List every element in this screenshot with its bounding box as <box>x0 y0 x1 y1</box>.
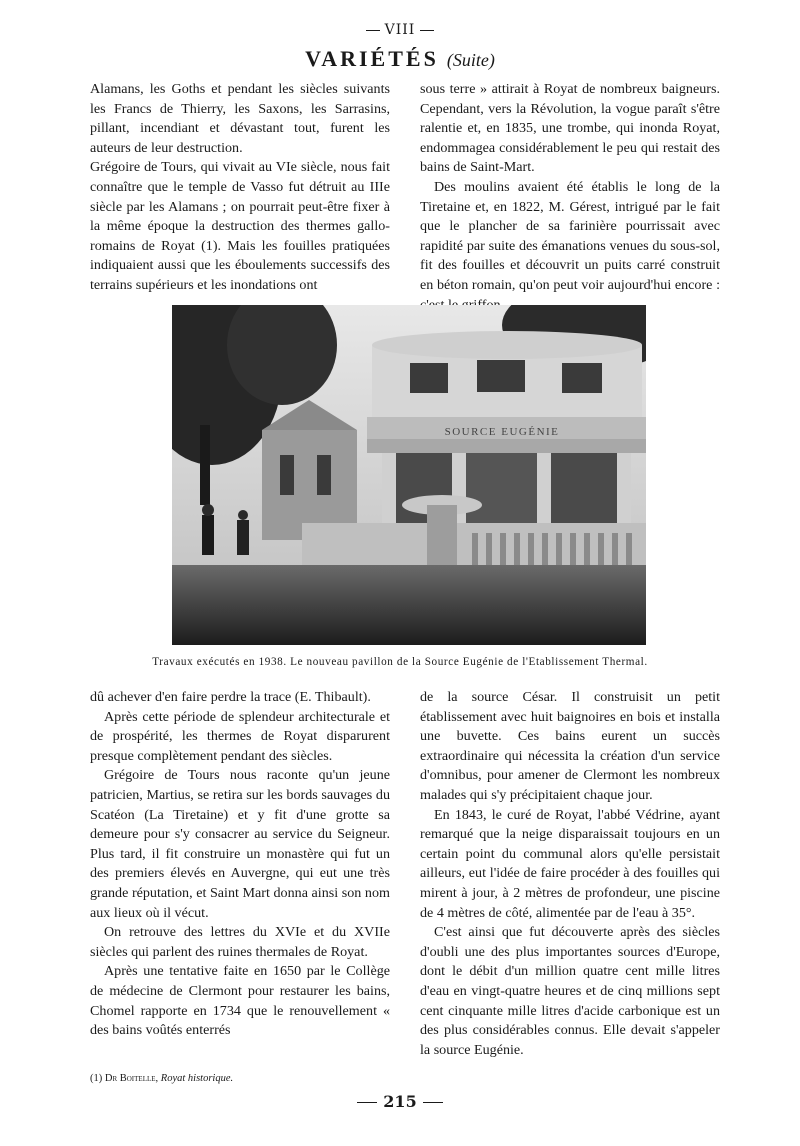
footnote <box>90 1073 410 1084</box>
paragraph: C'est ainsi que fut découverte après des siècles d'oubli une des plus importantes sources d'Europe, dont le débit d'un million quatre cent mille litres d'eau en vingt-quatre heures et de cinq millions sept cent cinquante mille litres d'acide carbonique est un des plus considérables connus. Elle devait s'appeler la source Eugénie. <box>420 924 720 1058</box>
paragraph: Des moulins avaient été établis le long de la Tiretaine et, en 1822, M. Gérest, intrigué par le fait que le plancher de sa farinière pourrissait avec rapidité par suite des émanations venues du sous-sol, fit des fouilles et découvrit un puits carré construit en béton romain, qu'on peut voir aujourd'hui encore : <box>420 178 720 293</box>
page-number-label: 215 <box>383 1092 417 1111</box>
column-bottom-right <box>420 688 720 1060</box>
photo-caption: Travaux exécutés en 1938. Le nouveau pavillon de la Source Eugénie de l'Etablissement Thermal. <box>152 656 648 668</box>
column-top-left <box>90 80 390 296</box>
page-number <box>0 1092 800 1111</box>
footnote-work: Royat historique. <box>160 1073 234 1084</box>
paragraph: En 1843, le curé de Royat, l'abbé Védrine, ayant remarqué que la neige disparaissait toujours en un certain point du communal alors qu'elle persistait ailleurs, eut l'idée de faire procéder à des fouilles qui mirent à jour, à 2 mètres de profondeur, une piscine de 4 mètres de côté, alimentée par de l'eau à 35°. <box>420 806 720 921</box>
column-bottom-left <box>90 688 390 1041</box>
footnote-marker: (1) <box>90 1073 103 1084</box>
dash-right-bottom <box>423 1102 443 1103</box>
paragraph: Grégoire de Tours nous raconte qu'un jeune patricien, Martius, se retira sur les bords sauvages du Scatéon (La Tiretaine) et y fit d'une grotte sa demeure pour s'y consacrer au service du Seigneur. Plus tard, il fit construire un monastère qui fut un des premiers élevés en Auvergne, qui eut une très grande réputation, et Saint Mart donna ainsi son nom aux lieux où il vécut. <box>90 767 390 921</box>
dash-left-bottom <box>357 1102 377 1103</box>
roman-page-label: VIII <box>384 22 416 38</box>
paragraph: sous terre » attirait à Royat de nombreux baigneurs. Cependant, vers la Révolution, la vogue paraît s'être ralentie et, en 1835, une trombe, qui inonda Royat, endommagea considérablement le peu qui restait des bains de Saint-Mart. <box>420 81 720 176</box>
roman-page-number <box>0 22 800 38</box>
paragraph: Après une tentative faite en 1650 par le Collège de médecine de Clermont pour restaurer les bains, Chomel rapporte en 1734 que le renouvellement « des bains voûtés enterrés <box>90 963 390 1039</box>
photo-illustration <box>172 305 646 645</box>
paragraph: Alamans, les Goths et pendant les siècles suivants les Francs de Thierry, les Saxons, les Sarrasins, pillant, incendiant et dévastant tout, furent les auteurs de leur destruction. <box>90 81 390 156</box>
paragraph: dû achever d'en faire perdre la trace (E. Thibault). <box>90 689 371 705</box>
section-title-suite: (Suite) <box>446 50 495 70</box>
photo-source-eugenie-pavilion <box>172 305 646 645</box>
section-title-main: VARIÉTÉS <box>305 46 439 71</box>
section-title <box>0 46 800 72</box>
paragraph: Grégoire de Tours, qui vivait au VIe siècle, nous fait connaître que le temple de Vasso fut détruit au IIIe siècle par les Alamans ; on pourrait peut-être fixer à la même époque la destruction des thermes gallo-romains de Royat (1). Mais les fouilles pratiquées indiquaient aussi que les éboulements successifs des terrains supérieurs et les inondations ont <box>90 159 390 293</box>
paragraph: Après cette période de splendeur architecturale et de prospérité, les thermes de Royat disparurent presque complètement pendant des siècles. <box>90 708 390 764</box>
dash-right <box>420 30 434 31</box>
dash-left <box>366 30 380 31</box>
pavilion-sign: SOURCE EUGÉNIE <box>444 426 560 438</box>
paragraph: de la source César. Il construisit un petit établissement avec huit baignoires en bois et installa une buvette. Ces bains eurent un succès extraordinaire qui nécessita la création d'un service d'omnibus, pour amener de Clermont les nombreux malades qui s'y précipitaient chaque jour. <box>420 689 720 803</box>
paragraph: On retrouve des lettres du XVIe et du XVIIe siècles qui parlent des ruines thermales de Royat. <box>90 924 390 960</box>
column-top-right <box>420 80 720 315</box>
footnote-author: Dr Boitelle, <box>104 1073 159 1084</box>
